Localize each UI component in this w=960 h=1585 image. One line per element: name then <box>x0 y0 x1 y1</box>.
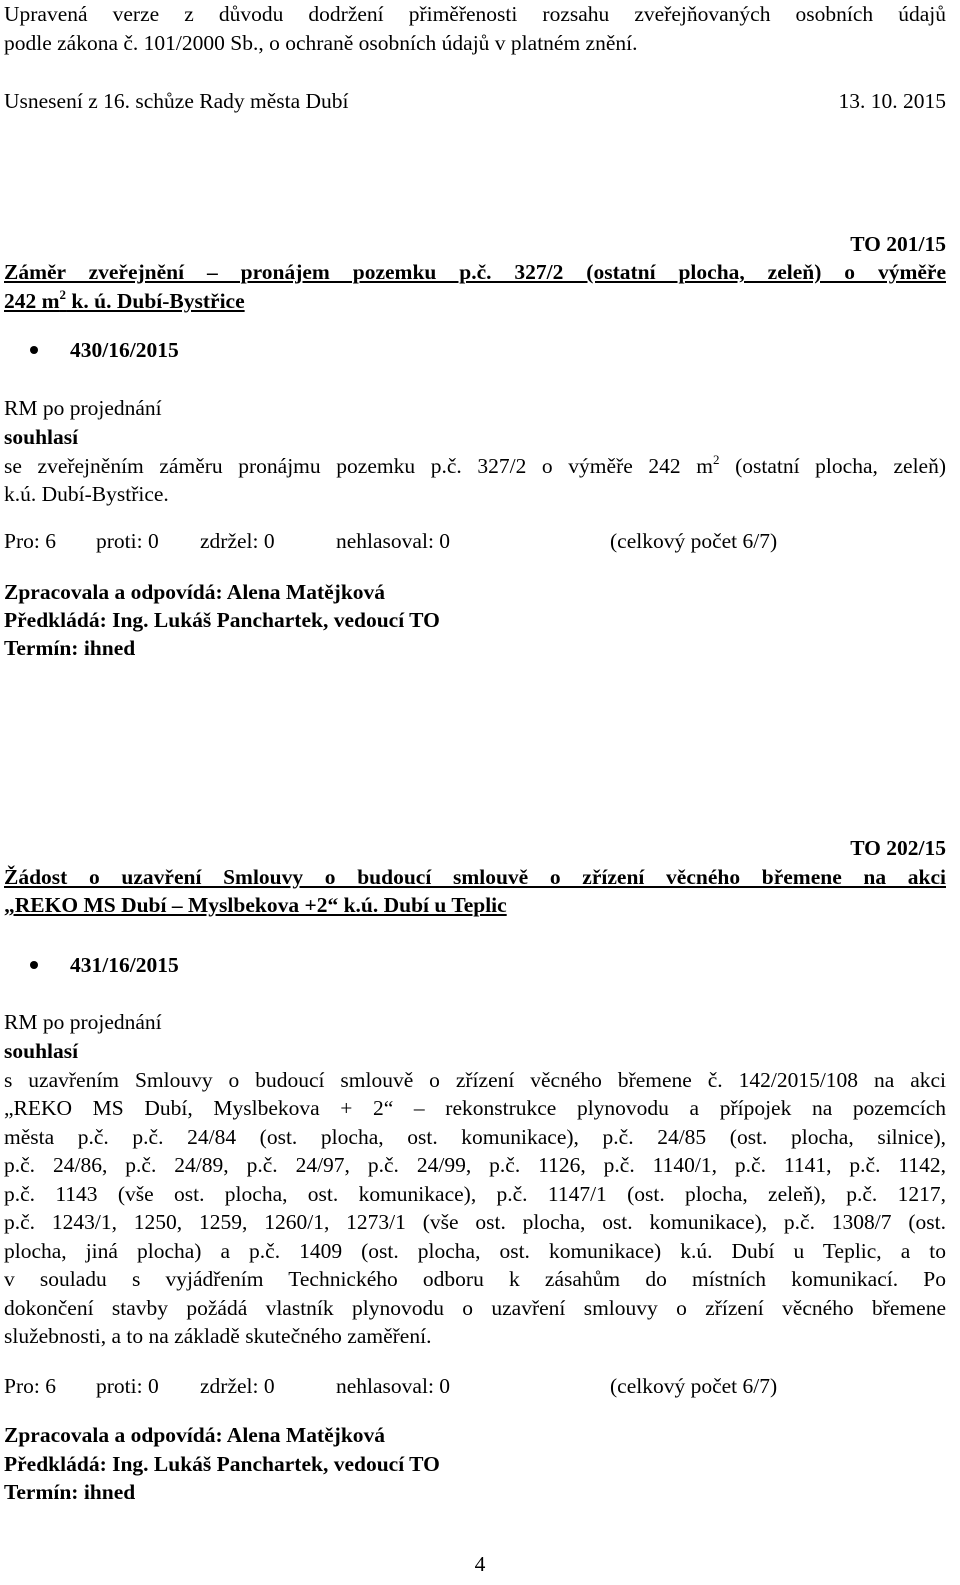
vote-nehlasoval: nehlasoval: 0 <box>336 1374 451 1398</box>
resolution-body-line: s uzavřením Smlouvy o budoucí smlouvě o zřízení věcného břemene č. 142/2015/108 na akci <box>4 1068 946 1092</box>
rm-after-discussion: RM po projednání <box>4 396 162 420</box>
resolution-body-line: p.č. 24/86, p.č. 24/89, p.č. 24/97, p.č. 24/99, p.č. 1126, p.č. 1140/1, p.č. 1141, p.č. 1142, <box>4 1153 946 1177</box>
vote-total: (celkový počet 6/7) <box>610 529 778 553</box>
item-title-cadastre: k. ú. Dubí-Bystřice <box>66 289 245 313</box>
resolution-verb: souhlasí <box>4 425 79 449</box>
resolution-body-line: dokončení stavby požádá vlastník plynovodu o uzavření smlouvy o zřízení věcného břemene <box>4 1296 946 1320</box>
resolution-number: 430/16/2015 <box>70 338 179 362</box>
resolution-number: 431/16/2015 <box>70 953 179 977</box>
item-title-line-1: Záměr zveřejnění – pronájem pozemku p.č. 327/2 (ostatní plocha, zeleň) o výměře <box>4 260 946 284</box>
item-code: TO 202/15 <box>850 836 946 860</box>
vote-total: (celkový počet 6/7) <box>610 1374 778 1398</box>
page-number: 4 <box>474 1552 486 1576</box>
resolution-body-line: služebnosti, a to na základě skutečného zaměření. <box>4 1324 432 1348</box>
vote-nehlasoval: nehlasoval: 0 <box>336 529 451 553</box>
presented-by: Předkládá: Ing. Lukáš Panchartek, vedoucí TO <box>4 1452 440 1476</box>
resolution-body-line: města p.č. p.č. 24/84 (ost. plocha, ost. komunikace), p.č. 24/85 (ost. plocha, silnice), <box>4 1125 946 1149</box>
resolution-body-line: k.ú. Dubí-Bystřice. <box>4 482 169 506</box>
deadline: Termín: ihned <box>4 636 136 660</box>
resolution-body-line <box>4 452 946 481</box>
vote-pro: Pro: 6 <box>4 529 56 553</box>
item-title-line-2 <box>4 287 946 316</box>
anonymization-note-line-2: podle zákona č. 101/2000 Sb., o ochraně osobních údajů v platném znění. <box>4 31 638 55</box>
rm-after-discussion: RM po projednání <box>4 1010 162 1034</box>
vote-proti: proti: 0 <box>96 1374 159 1398</box>
processed-by: Zpracovala a odpovídá: Alena Matějková <box>4 580 386 604</box>
body-sup: 2 <box>712 452 720 467</box>
presented-by: Předkládá: Ing. Lukáš Panchartek, vedoucí TO <box>4 608 440 632</box>
bullet-icon <box>30 961 38 969</box>
resolution-body-line: v souladu s vyjádřením Technického odboru k zásahům do místních komunikací. Po <box>4 1267 946 1291</box>
item-code: TO 201/15 <box>850 232 946 256</box>
body-text: se zveřejněním záměru pronájmu pozemku p.č. 327/2 o výměře 242 m <box>4 454 713 478</box>
anonymization-note-line-1: Upravená verze z důvodu dodržení přiměřenosti rozsahu zveřejňovaných osobních údajů <box>4 2 946 26</box>
resolution-body-line: plocha, jiná plocha) a p.č. 1409 (ost. plocha, ost. komunikace) k.ú. Dubí u Teplic, a to <box>4 1239 946 1263</box>
item-title-line-1: Žádost o uzavření Smlouvy o budoucí smlouvě o zřízení věcného břemene na akci <box>4 865 946 889</box>
processed-by: Zpracovala a odpovídá: Alena Matějková <box>4 1423 386 1447</box>
resolution-body-line: p.č. 1143 (vše ost. plocha, ost. komunikace), p.č. 1147/1 (ost. plocha, zeleň), p.č. 1217, <box>4 1182 946 1206</box>
resolution-body-line: „REKO MS Dubí, Myslbekova + 2“ – rekonstrukce plynovodu a přípojek na pozemcích <box>4 1096 946 1120</box>
resolution-body-line: p.č. 1243/1, 1250, 1259, 1260/1, 1273/1 (vše ost. plocha, ost. komunikace), p.č. 1308/7 (ost. <box>4 1210 946 1234</box>
meeting-title: Usnesení z 16. schůze Rady města Dubí <box>4 89 349 113</box>
body-text: (ostatní plocha, zeleň) <box>719 454 946 478</box>
bullet-icon <box>30 346 38 354</box>
vote-zdrzel: zdržel: 0 <box>200 529 275 553</box>
item-title-line-2: „REKO MS Dubí – Myslbekova +2“ k.ú. Dubí u Teplic <box>4 893 507 917</box>
vote-proti: proti: 0 <box>96 529 159 553</box>
vote-pro: Pro: 6 <box>4 1374 56 1398</box>
resolution-verb: souhlasí <box>4 1039 79 1063</box>
item-title-sup: 2 <box>59 287 67 302</box>
item-title-area: 242 m <box>4 289 60 313</box>
meeting-date: 13. 10. 2015 <box>838 89 946 113</box>
vote-zdrzel: zdržel: 0 <box>200 1374 275 1398</box>
deadline: Termín: ihned <box>4 1480 136 1504</box>
